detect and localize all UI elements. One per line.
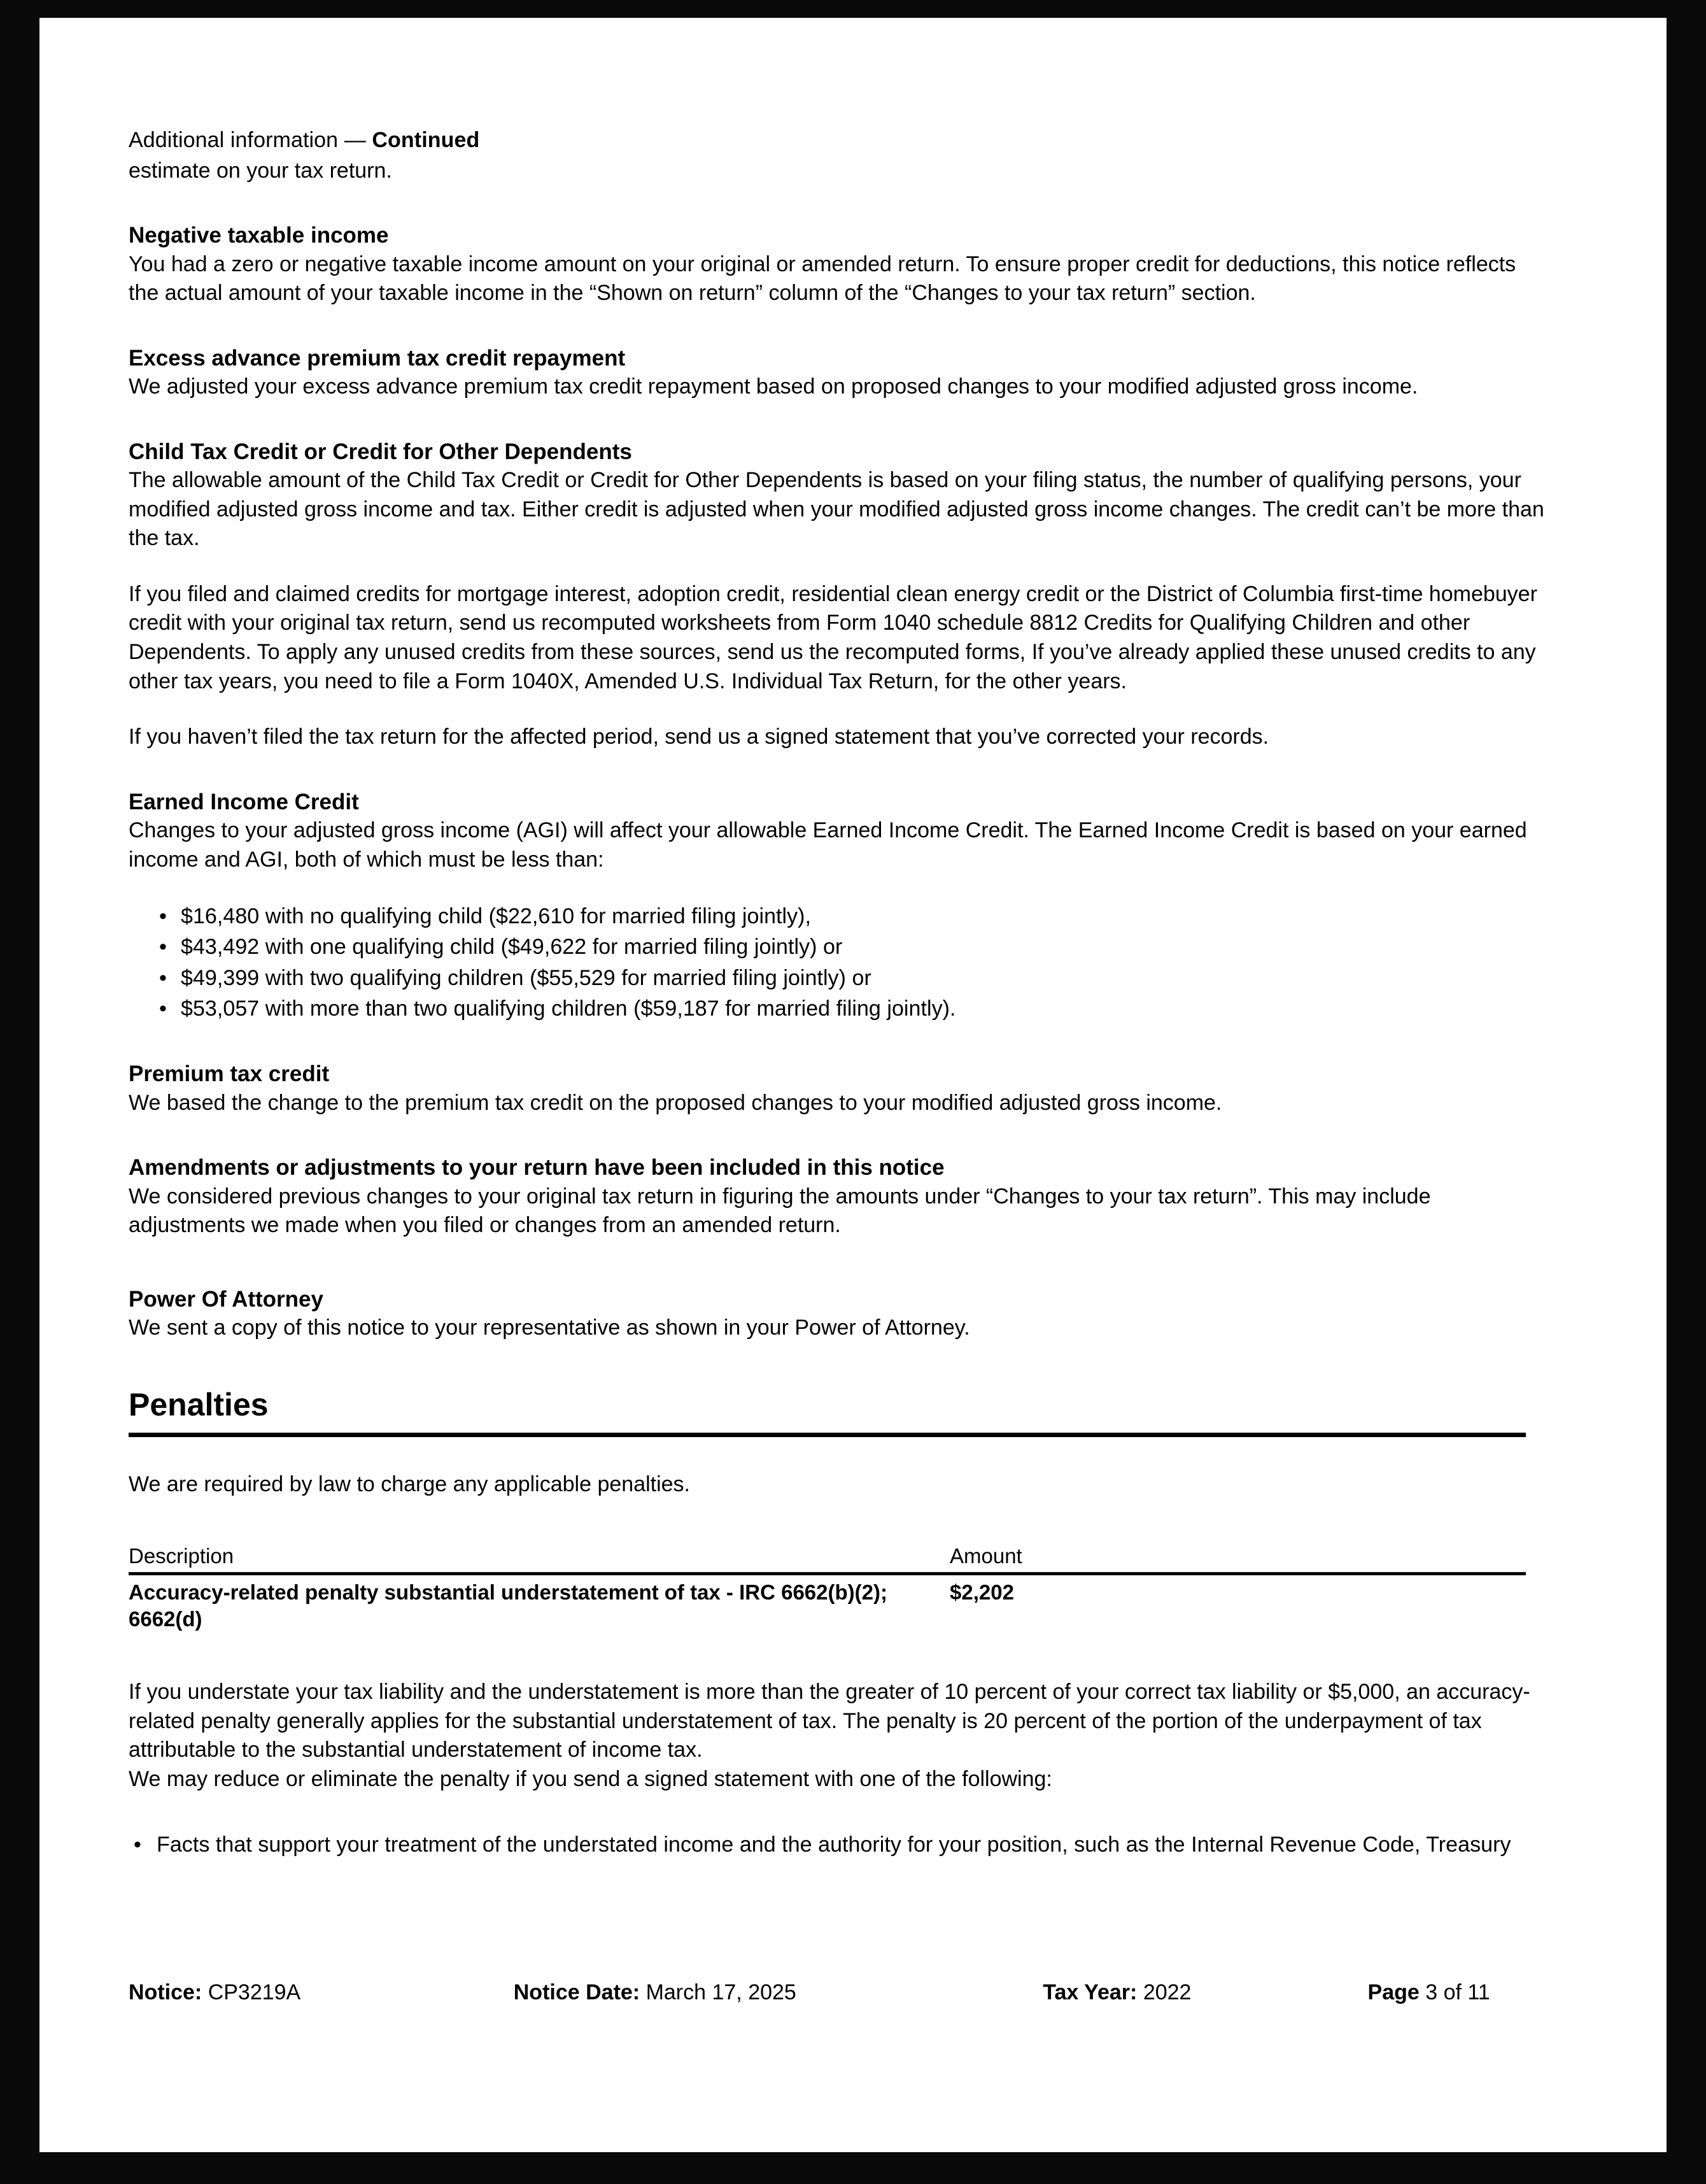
footer-notice-value: CP3219A: [208, 1980, 301, 2004]
notice-page-sheet: [39, 18, 1667, 2152]
list-item: [129, 963, 1548, 993]
heading-power-of-attorney: Power Of Attorney: [129, 1286, 323, 1312]
bullet-icon: •: [159, 996, 167, 1021]
heading-excess-advance-premium-tax-credit-repayment: Excess advance premium tax credit repayment: [129, 345, 626, 371]
running-head-label: Additional information —: [129, 128, 372, 152]
paragraph-child-tax-credit-1: The allowable amount of the Child Tax Credit or Credit for Other Dependents is based on your filing status, the number of qualifying persons, your modified adjusted gross income and tax. Either credit is adjusted when your modified adjusted gross income changes. The credit can’t be more than the tax.: [129, 468, 1544, 551]
list-item-label: $43,492 with one qualifying child ($49,622 for married filing jointly) or: [181, 935, 843, 960]
list-item: [129, 932, 1548, 962]
footer-page-value: 3 of 11: [1425, 1980, 1490, 2004]
penalties-table: [129, 1544, 1526, 1634]
footer-notice-label: Notice:: [129, 1980, 202, 2004]
heading-child-tax-credit: Child Tax Credit or Credit for Other Dependents: [129, 439, 632, 464]
footer-notice-date-label: Notice Date:: [513, 1980, 640, 2004]
footer-page-label: Page: [1367, 1980, 1420, 2004]
list-item-label: $16,480 with no qualifying child ($22,610 for married filing jointly),: [181, 904, 812, 929]
paragraph-penalty-reduction: We may reduce or eliminate the penalty if you send a signed statement with one of the following:: [129, 1766, 1052, 1791]
list-item: [129, 993, 1548, 1024]
penalty-statement-options-list: [129, 1829, 1548, 1860]
footer-notice-date-value: March 17, 2025: [645, 1980, 796, 2004]
notice-body: [129, 126, 1548, 1861]
section-title-penalties: Penalties: [129, 1386, 269, 1422]
footer-notice: [129, 1980, 514, 2005]
penalties-table-head: [129, 1544, 1526, 1574]
list-item: [129, 1829, 1548, 1860]
footer-tax-year-value: 2022: [1143, 1980, 1192, 2004]
heading-premium-tax-credit: Premium tax credit: [129, 1061, 330, 1087]
paragraph-negative-taxable-income: You had a zero or negative taxable income amount on your original or amended return. To ensure proper credit for deductions, this notice reflects the actual amount of your taxable income in the “Shown on return” column of the “Changes to your tax return” section.: [129, 252, 1516, 306]
page-footer: [129, 1980, 1548, 2005]
footer-notice-date: [514, 1980, 1043, 2005]
footer-page-number: [1368, 1980, 1548, 2005]
heading-amendments-or-adjustments: Amendments or adjustments to your return have been included in this notice: [129, 1155, 945, 1181]
paragraph-penalties-intro: We are required by law to charge any applicable penalties.: [129, 1471, 691, 1496]
paragraph-power-of-attorney: We sent a copy of this notice to your representative as shown in your Power of Attorney.: [129, 1315, 970, 1340]
running-head-continued: Continued: [372, 128, 480, 152]
continued-line: estimate on your tax return.: [129, 158, 392, 183]
paragraph-amendments-or-adjustments: We considered previous changes to your original tax return in figuring the amounts under “Changes to your tax return”. This may include adjustments we made when you filed or changes from an amended return.: [129, 1184, 1431, 1238]
section-divider: [129, 1433, 1526, 1437]
paragraph-earned-income-credit: Changes to your adjusted gross income (AGI) will affect your allowable Earned Income Credit. The Earned Income Credit is based on your earned income and AGI, both of which must be less than:: [129, 818, 1527, 872]
paragraph-child-tax-credit-2: If you filed and claimed credits for mortgage interest, adoption credit, residential clean energy credit or the District of Columbia first-time homebuyer credit with your original tax return, send us recomputed worksheets from Form 1040 schedule 8812 Credits for Qualifying Children and other Dependents. To apply any unused credits from these sources, send us the recomputed forms, If you’ve already applied these unused credits to any other tax years, you need to file a Form 1040X, Amended U.S. Individual Tax Return, for the other years.: [129, 581, 1537, 693]
table-header-row: [129, 1544, 1526, 1574]
cell-penalty-amount: $2,202: [950, 1580, 1014, 1604]
list-item-label: $49,399 with two qualifying children ($55,529 for married filing jointly) or: [181, 965, 871, 990]
heading-earned-income-credit: Earned Income Credit: [129, 789, 359, 814]
bullet-icon: •: [134, 1833, 141, 1857]
footer-row: [129, 1980, 1548, 2005]
footer-tax-year-label: Tax Year:: [1043, 1980, 1138, 2004]
penalties-table-body: [129, 1573, 1526, 1633]
table-row: [129, 1573, 1526, 1633]
running-head: [129, 126, 1548, 155]
bullet-icon: •: [159, 935, 167, 960]
paragraph-excess-advance-premium-tax-credit-repayment: We adjusted your excess advance premium tax credit repayment based on proposed changes to your modified adjusted gross income.: [129, 374, 1418, 399]
list-item-label: Facts that support your treatment of the understated income and the authority for your position, such as the Internal Revenue Code, Treasury: [157, 1833, 1511, 1857]
footer-tax-year: [1043, 1980, 1367, 2005]
paragraph-premium-tax-credit: We based the change to the premium tax credit on the proposed changes to your modified adjusted gross income.: [129, 1090, 1222, 1115]
list-item-label: $53,057 with more than two qualifying children ($59,187 for married filing jointly).: [181, 996, 956, 1021]
cell-penalty-description: Accuracy-related penalty substantial understatement of tax - IRC 6662(b)(2); 6662(d): [129, 1580, 887, 1631]
bullet-icon: •: [159, 904, 167, 929]
paragraph-child-tax-credit-3: If you haven’t filed the tax return for the affected period, send us a signed statement that you’ve corrected your records.: [129, 725, 1269, 749]
heading-negative-taxable-income: Negative taxable income: [129, 223, 389, 248]
paragraph-penalty-explanation: If you understate your tax liability and the understatement is more than the greater of 10 percent of your correct tax liability or $5,000, an accuracy-related penalty generally applies for the substantial understatement of tax. The penalty is 20 percent of the portion of the underpayment of tax attributable to the substantial understatement of income tax.: [129, 1680, 1530, 1762]
column-header-description: Description: [129, 1543, 234, 1568]
bullet-icon: •: [159, 965, 167, 990]
list-item: [129, 901, 1548, 932]
earned-income-credit-threshold-list: [129, 901, 1548, 1024]
column-header-amount: Amount: [950, 1543, 1022, 1568]
